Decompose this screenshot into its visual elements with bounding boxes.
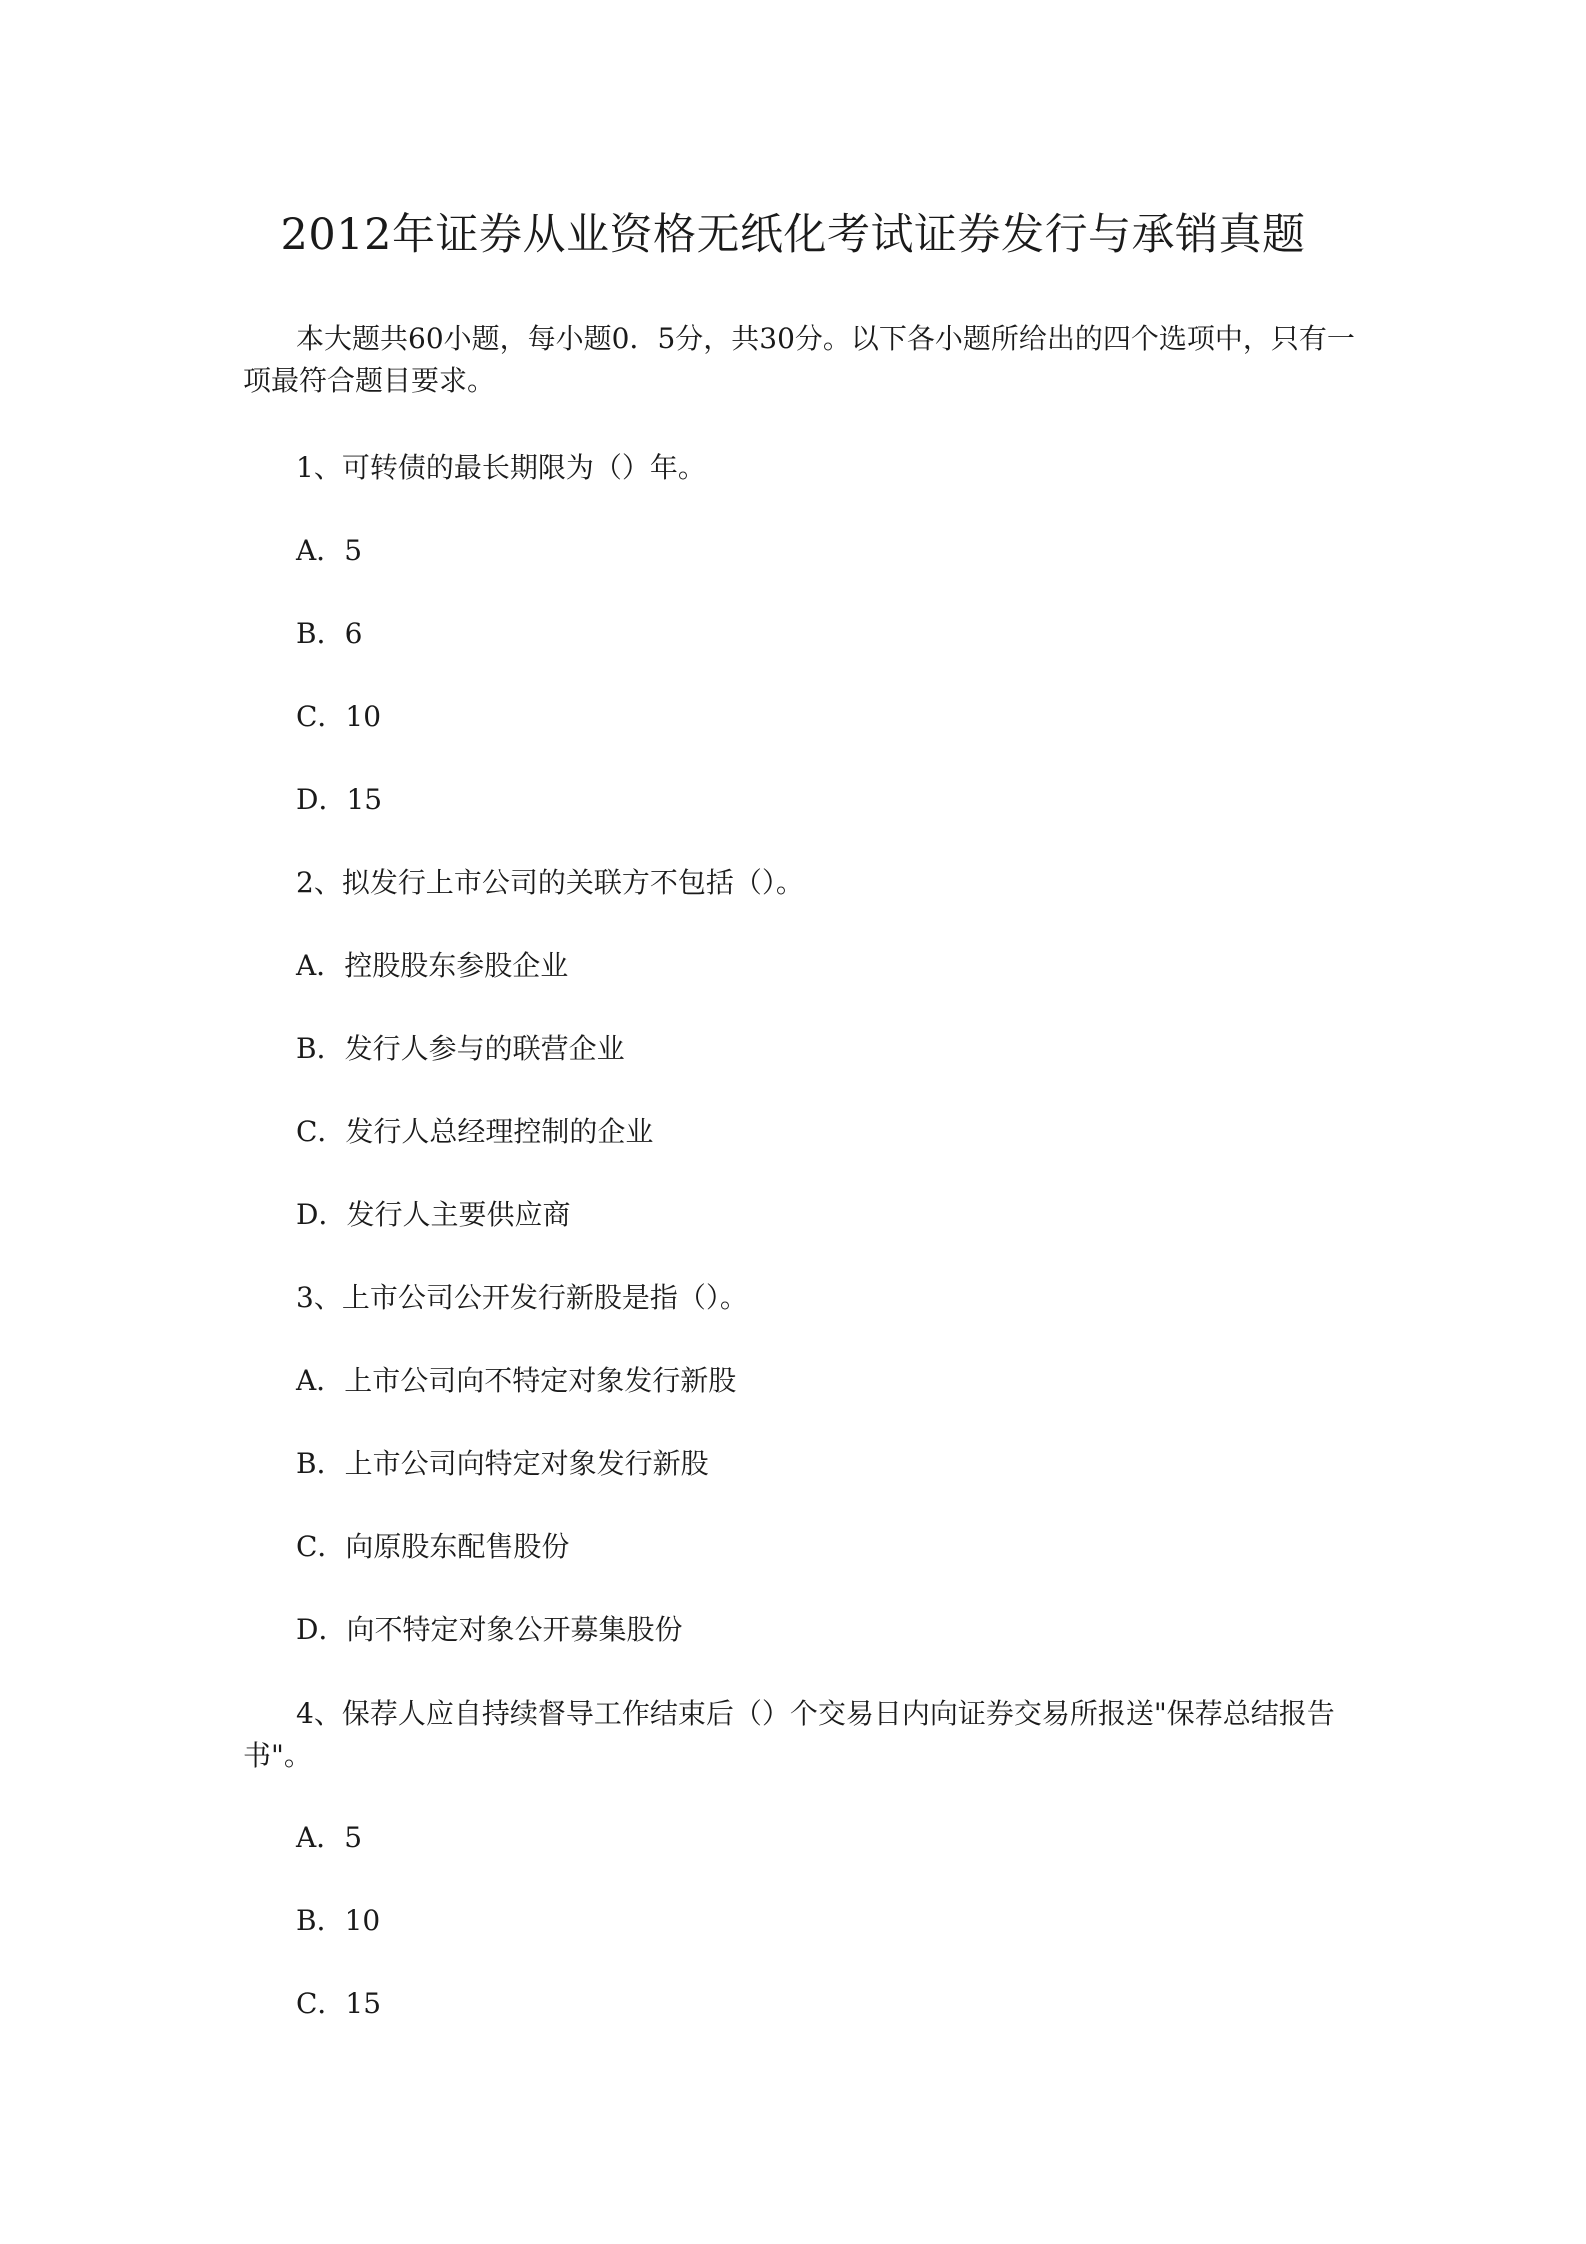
question-2-option-a: A．控股股东参股企业 [296, 949, 569, 982]
question-3-option-c: C．向原股东配售股份 [296, 1530, 570, 1563]
question-3-option-a: A．上市公司向不特定对象发行新股 [296, 1364, 737, 1397]
question-2-option-b: B．发行人参与的联营企业 [296, 1032, 625, 1065]
question-2-stem: 2、拟发行上市公司的关联方不包括（）。 [296, 866, 804, 899]
document-title: 2012年证券从业资格无纸化考试证券发行与承销真题 [280, 210, 1306, 260]
question-4-option-c: C．15 [296, 1987, 382, 2020]
question-3-option-d: D．向不特定对象公开募集股份 [296, 1613, 683, 1646]
question-2-option-c: C．发行人总经理控制的企业 [296, 1115, 654, 1148]
question-4-stem: 4、保荐人应自持续督导工作结束后（）个交易日内向证券交易所报送"保荐总结报告书"。 [243, 1697, 1335, 1772]
question-1-stem: 1、可转债的最长期限为（）年。 [296, 451, 706, 484]
question-2-option-d: D．发行人主要供应商 [296, 1198, 571, 1231]
question-4-option-b: B．10 [296, 1904, 381, 1937]
question-1-option-c: C．10 [296, 700, 382, 733]
question-3-option-b: B．上市公司向特定对象发行新股 [296, 1447, 709, 1480]
question-4-option-a: A．5 [296, 1821, 363, 1854]
question-3-stem: 3、上市公司公开发行新股是指（）。 [296, 1281, 748, 1314]
section-instructions: 本大题共60小题，每小题0．5分，共30分。以下各小题所给出的四个选项中，只有一项最符合题目要求。 [243, 322, 1355, 397]
question-1-option-b: B．6 [296, 617, 363, 650]
question-1-option-a: A．5 [296, 534, 363, 567]
question-1-option-d: D．15 [296, 783, 383, 816]
